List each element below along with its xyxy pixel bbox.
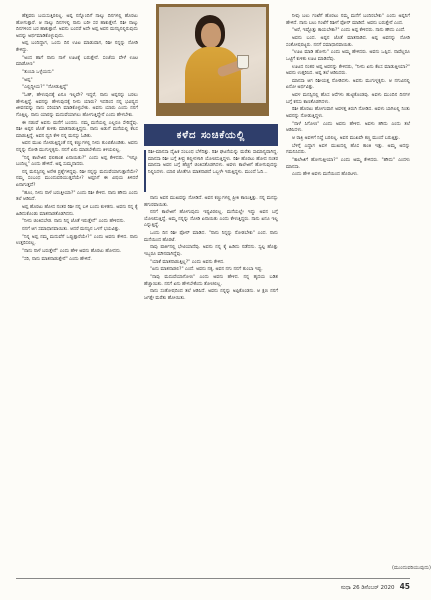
- paragraph: "ಎಲ್ಲಿದ್ದೀಯ?" "ನೋಡುತ್ತಿದ್ದೆ": [22, 85, 69, 91]
- story-illustration: [156, 4, 269, 116]
- recap-text: ರಿಶೀ-ಮಾನಸಾ ದೈಹಿಕ ಸಂಬಂಧ ಬೆಳೆದಿತ್ತು. ರಿಶೀ ಘಟನೆಯನ್ನು ಮರೆತು ಸಾಮಾನ್ಯವಾಗಿದ್ದ. ಮಾನಸಾ ರಿಶೀ ಬಗ್ಗೆ ತೀವ್ರ ತಲ್ಲೀನಳಾಗಿ ಯೋಚಿಸುತ್ತಿದ್ದಳು. ರಿಶೀ ಹೊರಟು ಹೋದ ನಂತರ ಮಾನಸಾ ಅವನ ಬಗ್ಗೆ ಹೆಚ್ಚಿಗೆ ಚಿಂತಿಸತೊಡಗಿದಳು. ಅವಳು ಕಾಲೇಜಿಗೆ ಹೋಗುವುದನ್ನು ನಿಲ್ಲಿಸಿದಳು. ಯಾರ ಜೊತೆಗೂ ಮಾತನಾಡದೆ ಒಬ್ಬಳೇ ಇರುತ್ತಿದ್ದಳು. ಮುಂದೆ ಓದಿ...: [148, 150, 278, 175]
- paragraph: ಈ ನಡುವೆ ಅವನು ಮನೆಗೆ ಬಂದನು. ನಮ್ಮ ಮನೆಯಲ್ಲಿ ಎಲ್ಲರೂ ಸೇರಿದ್ದೆವು. ರಿಶೀ ಅಪ್ಪನ ಜೊತೆ ಕುಳಿತು ಮಾತನಾಡುತ್ತಿದ್ದನು. ನಾನು ಅಡುಗೆ ಮನೆಯಲ್ಲಿ ಕೆಲಸ ಮಾಡುತ್ತಿದ್ದೆ. ಅವನ ಧ್ವನಿ ಕೇಳಿ ನನ್ನ ಮನಸ್ಸು ಓಡಿತು.: [16, 120, 138, 139]
- paragraph: ಎಂದು ಹೇಳಿ ಅವಳು ಮನೆಯಿಂದ ಹೊರಟಳು.: [292, 172, 359, 178]
- paragraph: ನೀವು ಬಲು ಗಂಟೆಗೆ ಹೊರಟು ನಮ್ಮ ಮನೆಗೆ ಬಂದಿರಬೇಕು" ಎಂದು ಅಪ್ಪನಿಗೆ ಹೇಳಿದೆ. ನಾನು ಬಲು ಗಂಟೆಗೆ ರಿಶೀಗೆ ಫೋನ್ ಮಾಡಿದೆ. ಅವನು ಬರುತ್ತೇನೆ ಎಂದ.: [286, 14, 410, 26]
- paragraph: "ಯಾಕೆ ಮಾತನಾಡುತ್ತಿಲ್ಲ?" ಎಂದು ಅವನು ಕೇಳಿದ.: [150, 259, 225, 265]
- paragraph: ಹೆತ್ತವರು ಬಯಸುತ್ತಿರಲಿಲ್ಲ. ಅಪ್ಪ ನನ್ನೊಂದಿಗೆ ನಾಲ್ಕು ದಿನಗಳಲ್ಲಿ ಹೊರಟು ಹೋಗುತ್ತಾರೆ. ಆ ನಾಲ್ಕು ದಿನಗಳಲ್ಲಿ ನಾನು ಬರೀ ಸರ ಹಾಕುತ್ತೇನೆ. ರಿಶೀ ನಾಲ್ಕು ದಿನಗಳಿಂದ ಬರ ಹಾಕುತ್ತಾನೆ. ಅವನು ಬಂದರೆ ಅದೇ ಅಪ್ಪ ಅವನ ಮನಸ್ಸಿನಲ್ಲಿರುವುದು ಅದನ್ನು ಅರ್ಥಮಾಡಿಕೊಳ್ಳುವುದು.: [16, 14, 138, 39]
- paragraph: "ತುಂಬಾ ಒಳ್ಳೆಯದು": [22, 69, 54, 75]
- paragraph: "ನೀನು ಚಿಂತಿಸಬೇಡ. ನಾನು ನಿನ್ನ ಜೊತೆ ಇರುತ್ತೇನೆ" ಎಂದು ಹೇಳಿದನು.: [22, 219, 126, 225]
- paragraph: "ನಿನ್ನ ಅಪ್ಪ ನಮ್ಮ ಮದುವೆಗೆ ಒಪ್ಪುತ್ತಾರೆಯೇ?" ಎಂದು ಅವನು ಕೇಳಿದ. ನಾನು ಉತ್ತರಿಸಲಿಲ್ಲ.: [16, 234, 138, 247]
- footer-divider: [16, 578, 410, 579]
- paragraph: "ನಾಳೆ ಸಿಗೋಣ" ಎಂದು ಅವನು ಹೇಳಿದ. ಅವಳು ಹೌದು ಎಂದು ತಲೆ ಆಡಿಸಿದಳು.: [286, 121, 410, 134]
- tea-cup: [237, 55, 249, 69]
- paragraph: "ಹೂಂ, ನೀನು ನಾಳೆ ಬರುತ್ತೀಯಾ?" ಎಂದು ರಿಶೀ ಕೇಳಿದ. ನಾನು ಹೌದು ಎಂದು ತಲೆ ಆಡಿಸಿದೆ.: [16, 190, 138, 203]
- paragraph: "ಅಪ್ಪ": [22, 77, 33, 83]
- paragraph: ಮಾನಸಾ ಆಗ ರಿಶೀಯತ್ತ ನೋಡಿದಳು. ಅವನು ಮುಗುಳ್ನಕ್ಕನು. ಆ ನಗುವಿನಲ್ಲಿ ಏನೋ ಅರ್ಥವಿತ್ತು.: [286, 78, 410, 91]
- issue-label: ಸುಧಾ 26 ಡಿಸೆಂಬರ್ 2020: [340, 585, 395, 591]
- section-title-band: [144, 124, 278, 146]
- paragraph: "ನಾನು ನಾಳೆ ಬರುತ್ತೇನೆ" ಎಂದು ಹೇಳಿ ಅವನು ಹೊರಟು ಹೋದನು.: [22, 249, 122, 255]
- section-title: ಕಳೆದ ಸಂಚಿಕೆಯಲ್ಲಿ: [176, 129, 246, 141]
- paragraph: ನನಗೆ ಆಗ ಸಮಾಧಾನವಾಯಿತು. ಆದರೆ ಮನಸ್ಸಿನ ಒಳಗೆ ಭಯವಿತ್ತು.: [22, 227, 121, 233]
- paragraph: "ನಿನ್ನ ಕಾಲೇಜಿನ ಫಲಿತಾಂಶ ಏನಾಯಿತು?" ಎಂದು ಅಪ್ಪ ಕೇಳಿದರು. "ಇನ್ನೂ ಬಂದಿಲ್ಲ" ಎಂದು ಹೇಳಿದೆ. ಅಪ್ಪ ಸುಮ್ಮನಾದರು.: [16, 155, 138, 168]
- continued-note: (ಮುಂದುವರಿಯುವುದು): [392, 565, 431, 571]
- paragraph: ಆ ರಾತ್ರಿ ಅವಳಿಗೆ ನಿದ್ದೆ ಬರಲಿಲ್ಲ. ಅವನ ಮುಖವೇ ಕಣ್ಣ ಮುಂದೆ ಬರುತ್ತಿತ್ತು.: [292, 135, 401, 141]
- paragraph: ರಿಶೀ ಹೊರಟು ಹೋಗುವಾಗ ಅವಳತ್ತ ತಿರುಗಿ ನೋಡಿದ. ಅವಳು ಬಾಗಿಲಲ್ಲಿ ನಿಂತು ಅವನನ್ನು ನೋಡುತ್ತಿದ್ದಳು.: [286, 107, 410, 119]
- paragraph: ನಾನು ಅವನ ಮುಖವನ್ನು ನೋಡಿದೆ. ಅವನ ಕಣ್ಣುಗಳಲ್ಲಿ ಪ್ರೀತಿ ಕಾಣುತ್ತಿತ್ತು. ನನ್ನ ಮನಸ್ಸು ಹಗುರವಾಯಿತು.: [144, 196, 278, 208]
- paragraph: ಒಂದು ದಿನ ರಿಶೀ ಫೋನ್ ಮಾಡಿದ. "ನಾನು ನಿನ್ನನ್ನು ನೋಡಬೇಕು" ಎಂದ. ನಾನು ಮನೆಯಿಂದ ಹೊರಟೆ.: [144, 231, 278, 243]
- paragraph: ನನ್ನ ಮನಸ್ಸಿನಲ್ಲಿ ಅನೇಕ ಪ್ರಶ್ನೆಗಳಿದ್ದವು. ರಿಶೀ ನನ್ನನ್ನು ಮದುವೆಯಾಗುತ್ತಾನೆಯೇ? ನಮ್ಮ ಸಂಬಂಧ ಮುಂದುವರಿಯುತ್ತದೆಯೇ? ಅಪ್ಪನಿಗೆ ಈ ವಿಷಯ ತಿಳಿದರೆ ಏನಾಗುತ್ತದೆ?: [16, 169, 138, 188]
- window-sill: [159, 103, 266, 113]
- paragraph: "ಏನು ಮಾತನಾಡಲಿ?" ಎಂದೆ. ಅವನು ನಕ್ಕ. ಅವನ ನಗು ನನಗೆ ತುಂಬಾ ಇಷ್ಟ.: [150, 267, 263, 273]
- paragraph: ಊಟದ ನಂತರ ಅಪ್ಪ ಅವನನ್ನು ಕೇಳಿದರು, "ನೀನು ಏನು ಕೆಲಸ ಮಾಡುತ್ತೀಯಾ?" ಅವನು ಉತ್ತರಿಸಿದ. ಅಪ್ಪ ತಲೆ ಆಡಿಸಿದರು.: [286, 64, 410, 77]
- paragraph: ಅಪ್ಪ ಬಂದಿದ್ದಾಗ, ಒಂದು ದಿನ ಊಟ ಮಾಡುವಾಗ, ರಿಶೀ ನನ್ನನ್ನು ನೋಡಿ ಕೇಳಿದ್ದು.: [16, 41, 138, 53]
- paragraph: "ಅಂದ ಹಾಗೆ ನಾನು ನಾಳೆ ಊಟಕ್ಕೆ ಬರುತ್ತೇನೆ. ಸಂಜೆಯ ವೇಳೆ ಊಟ ಮಾಡೋಣ": [16, 55, 138, 68]
- paragraph: "ಕಾಲೇಜಿಗೆ ಹೋಗುತ್ತೀಯಾ?" ಎಂದು ಅಮ್ಮ ಕೇಳಿದರು. "ಹೌದು" ಎಂದಳು ಮಾನಸಾ.: [286, 158, 410, 170]
- left-text-column: [16, 14, 138, 580]
- paragraph: ನನಗೆ ಕಾಲೇಜಿಗೆ ಹೋಗುವುದು ಇಷ್ಟವಿರಲಿಲ್ಲ. ಮನೆಯಲ್ಲೇ ಇದ್ದು ಅವನ ಬಗ್ಗೆ ಯೋಚಿಸುತ್ತಿದ್ದೆ. ಅಮ್ಮ ನನ್ನನ್ನು ನೋಡಿ ಏನಾಯಿತು ಎಂದು ಕೇಳುತ್ತಿದ್ದರು. ನಾನು ಏನೂ ಇಲ್ಲ ಎನ್ನುತ್ತಿದ್ದೆ.: [144, 210, 278, 229]
- paragraph: "ಓಹ್, ಹೇಳುವುದಕ್ಕೆ ಏನೂ ಇಲ್ಲವೇ? ಇದ್ದರೆ, ನಾನು ಅಪ್ಪನನ್ನು ಬರಲು ಹೇಳುತ್ತಿದ್ದೆ. ಅವನನ್ನು ಹೇಳುವುದಕ್ಕೆ ನೀನು ಯಾರು? ಇದರಿಂದ ನನ್ನ ಭವಿಷ್ಯದ ಜೀವನವನ್ನು ನಾನು ಸರಿಯಾಗಿ ಮಾಡಿಕೊಳ್ಳಬೇಕು. ಅವನು ಯಾರು ಎಂದು ನನಗೆ ಗೊತ್ತಿಲ್ಲ. ನಾನು ಯಾರನ್ನು ಮದುವೆಯಾಗಲು ಹೋಗುತ್ತಿದ್ದೇನೆ ಎಂದು ಹೇಳಬೇಕು.: [16, 93, 138, 118]
- paragraph: ಬೆಳಿಗ್ಗೆ ಎದ್ದಾಗ ಅವಳ ಮುಖದಲ್ಲಿ ಹೊಸ ಕಾಂತಿ ಇತ್ತು. ಅಮ್ಮ ಅದನ್ನು ಗಮನಿಸಿದರು.: [286, 143, 410, 156]
- paragraph: ನಾವು ಪಾರ್ಕಿನಲ್ಲಿ ಭೇಟಿಯಾದೆವು. ಅವನು ನನ್ನ ಕೈ ಹಿಡಿದು ನಡೆದನು. ಸ್ವಲ್ಪ ಹೊತ್ತು ಇಬ್ಬರೂ ಮೌನವಾಗಿದ್ದೆವು.: [144, 245, 278, 257]
- paragraph: ಅಪ್ಪ ಹೊರಟು ಹೋದ ನಂತರ ರಿಶೀ ನನ್ನ ಬಳಿ ಬಂದು ಕುಳಿತನು. ಅವನು ನನ್ನ ಕೈ ಹಿಡಿದುಕೊಂಡು ಮಾತನಾಡತೊಡಗಿದನು.: [16, 205, 138, 217]
- paragraph: "ಸರಿ, ನಾನು ಮಾತನಾಡುತ್ತೇನೆ" ಎಂದು ಹೇಳಿದೆ.: [22, 256, 92, 262]
- page-footer: [341, 582, 410, 592]
- paragraph: ಅವಳ ಮನಸ್ಸಿನಲ್ಲಿ ಹೊಸ ಆಸೆಗಳು ಹುಟ್ಟಿಕೊಂಡವು. ಅವಳು ಮುಂದಿನ ದಿನಗಳ ಬಗ್ಗೆ ಕನಸು ಕಾಣತೊಡಗಿದಳು.: [286, 93, 410, 105]
- right-text-column: [286, 14, 410, 580]
- page-number: 45: [399, 582, 410, 591]
- middle-text-column: [144, 196, 278, 564]
- paragraph: "ಊಟ ಮಾಡಿ ಹೋಗು" ಎಂದು ಅಮ್ಮ ಹೇಳಿದರು. ಅವನು ಒಪ್ಪಿದ. ನಾವೆಲ್ಲರೂ ಒಟ್ಟಿಗೆ ಕುಳಿತು ಊಟ ಮಾಡಿದೆವು.: [286, 50, 410, 62]
- paragraph: ನಾನು ಸಂತೋಷದಿಂದ ತಲೆ ಆಡಿಸಿದೆ. ಅವನು ನನ್ನನ್ನು ಅಪ್ಪಿಕೊಂಡನು. ಆ ಕ್ಷಣ ನನಗೆ ಜಗತ್ತೇ ಮರೆತು ಹೋಯಿತು.: [144, 289, 278, 301]
- woman-face: [201, 23, 221, 48]
- paragraph: "ನಾವು ಮದುವೆಯಾಗೋಣ" ಎಂದು ಅವನು ಹೇಳಿದ. ನನ್ನ ಹೃದಯ ಬಡಿತ ಹೆಚ್ಚಾಯಿತು. ನನಗೆ ಏನು ಹೇಳಬೇಕೆಂದು ತೋಚಲಿಲ್ಲ.: [144, 275, 278, 287]
- recap-intro: [144, 150, 278, 192]
- paragraph: ಅವನು ಬಂದ. ಅಪ್ಪನ ಜೊತೆ ಮಾತನಾಡಿದ. ಅಪ್ಪ ಅವನನ್ನು ನೋಡಿ ಸಂತೋಷಪಟ್ಟರು. ನನಗೆ ಸಮಾಧಾನವಾಯಿತು.: [286, 36, 410, 48]
- paragraph: ಅವನ ಮುಖ ನೋಡುತ್ತಿದ್ದಂತೆ ನನ್ನ ಕಣ್ಣುಗಳಲ್ಲಿ ನೀರು ತುಂಬಿಕೊಂಡಿತು. ಅವನು ನನ್ನನ್ನು ನೋಡಿ ಮುಗುಳ್ನಕ್ಕನು. ನನಗೆ ಏನು ಮಾಡಬೇಕೆಂದು ತಿಳಿಯಲಿಲ್ಲ.: [16, 141, 138, 153]
- paragraph: "ಅರೆ, ಇಷ್ಟೊತ್ತು ಕಾಯಬೇಕಾ?" ಎಂದು ಅಪ್ಪ ಕೇಳಿದರು. ನಾನು ಹೌದು ಎಂದೆ.: [292, 28, 406, 34]
